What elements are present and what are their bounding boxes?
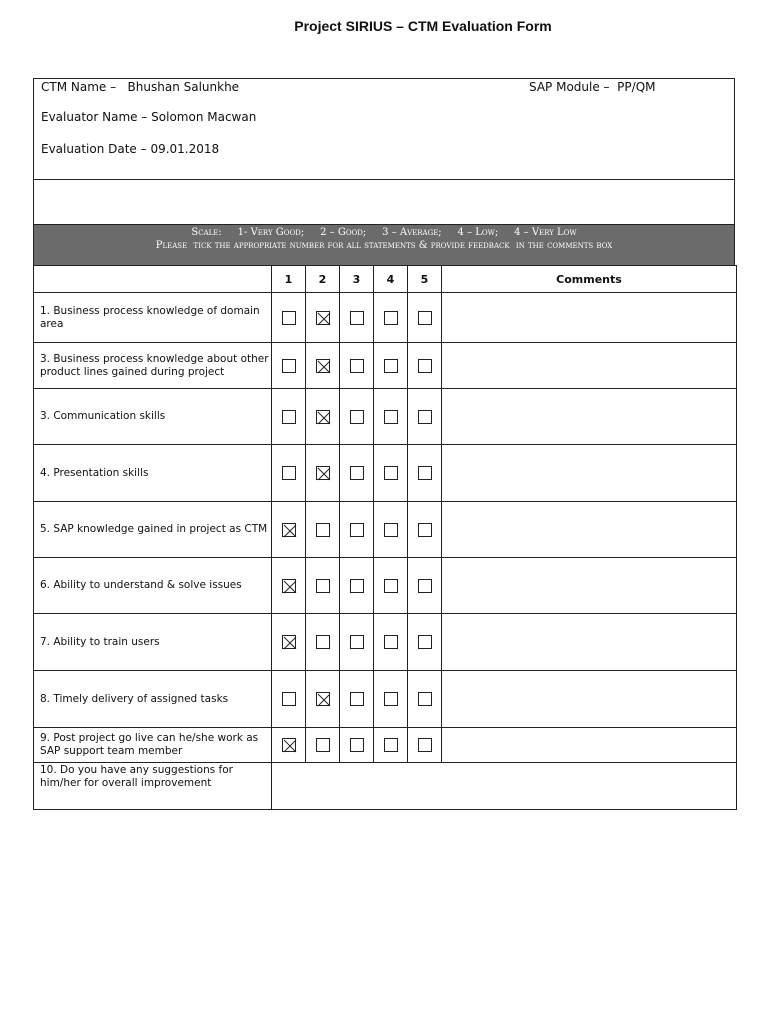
checkbox[interactable]	[350, 692, 364, 706]
rating-cell-5	[408, 293, 442, 343]
comment-field[interactable]	[442, 671, 737, 728]
statement-text: 8. Timely delivery of assigned tasks	[34, 671, 272, 728]
checkbox[interactable]	[316, 635, 330, 649]
checked-checkbox[interactable]	[282, 579, 296, 593]
table-row	[34, 614, 737, 671]
rating-cell-5	[408, 728, 442, 763]
checked-checkbox[interactable]	[316, 410, 330, 424]
scale-legend: Scale: 1- Very Good; 2 – Good; 3 – Average; 4 – Low; 4 – Very Low	[191, 227, 577, 238]
statement-text: 7. Ability to train users	[34, 614, 272, 671]
rating-cell-4	[374, 558, 408, 614]
sap-module: SAP Module – PP/QM	[529, 80, 656, 94]
checkbox[interactable]	[418, 523, 432, 537]
checkbox[interactable]	[384, 466, 398, 480]
suggestions-question: 10. Do you have any suggestions for him/her for overall improvement	[34, 763, 272, 810]
scale-instructions: Please tick the appropriate number for all statements & provide feedback in the comments box	[155, 240, 613, 251]
checkbox[interactable]	[350, 466, 364, 480]
checkbox[interactable]	[384, 311, 398, 325]
rating-cell-4	[374, 502, 408, 558]
checkbox[interactable]	[418, 579, 432, 593]
checked-checkbox[interactable]	[282, 635, 296, 649]
scale-bar	[33, 225, 735, 265]
checked-checkbox[interactable]	[282, 523, 296, 537]
rating-cell-4	[374, 614, 408, 671]
col-header-2: 2	[306, 266, 340, 293]
checkbox[interactable]	[418, 738, 432, 752]
checkbox[interactable]	[384, 359, 398, 373]
rating-cell-4	[374, 389, 408, 445]
rating-cell-1	[272, 502, 306, 558]
statement-text: 3. Communication skills	[34, 389, 272, 445]
suggestions-answer-field[interactable]	[272, 763, 737, 810]
evaluator-name: Evaluator Name – Solomon Macwan	[41, 110, 257, 124]
rating-cell-1	[272, 671, 306, 728]
rating-cell-1	[272, 445, 306, 502]
rating-cell-4	[374, 293, 408, 343]
rating-cell-3	[340, 389, 374, 445]
table-row	[34, 671, 737, 728]
statement-header	[34, 266, 272, 293]
checked-checkbox[interactable]	[316, 359, 330, 373]
checked-checkbox[interactable]	[316, 692, 330, 706]
checkbox[interactable]	[384, 738, 398, 752]
table-row	[34, 558, 737, 614]
rating-cell-3	[340, 558, 374, 614]
comment-field[interactable]	[442, 343, 737, 389]
rating-cell-2	[306, 614, 340, 671]
statement-text: 3. Business process knowledge about other product lines gained during project	[34, 343, 272, 389]
checkbox[interactable]	[418, 359, 432, 373]
checkbox[interactable]	[350, 410, 364, 424]
ctm-name: CTM Name – Bhushan Salunkhe	[41, 80, 240, 94]
table-row	[34, 445, 737, 502]
rating-cell-2	[306, 445, 340, 502]
table-row	[34, 389, 737, 445]
comment-field[interactable]	[442, 614, 737, 671]
checkbox[interactable]	[282, 359, 296, 373]
checkbox[interactable]	[316, 738, 330, 752]
checkbox[interactable]	[316, 523, 330, 537]
form-title: Project SIRIUS – CTM Evaluation Form	[294, 18, 552, 34]
checkbox[interactable]	[418, 635, 432, 649]
rating-cell-5	[408, 502, 442, 558]
comment-field[interactable]	[442, 728, 737, 763]
checkbox[interactable]	[350, 359, 364, 373]
rating-cell-1	[272, 558, 306, 614]
rating-cell-4	[374, 343, 408, 389]
rating-cell-3	[340, 671, 374, 728]
checkbox[interactable]	[282, 311, 296, 325]
checkbox[interactable]	[384, 523, 398, 537]
checked-checkbox[interactable]	[316, 311, 330, 325]
rating-cell-5	[408, 445, 442, 502]
rating-cell-2	[306, 671, 340, 728]
comment-field[interactable]	[442, 502, 737, 558]
rating-cell-5	[408, 389, 442, 445]
checkbox[interactable]	[350, 738, 364, 752]
rating-cell-2	[306, 728, 340, 763]
checkbox[interactable]	[384, 579, 398, 593]
checkbox[interactable]	[316, 579, 330, 593]
rating-cell-5	[408, 558, 442, 614]
comment-field[interactable]	[442, 445, 737, 502]
checkbox[interactable]	[418, 466, 432, 480]
checkbox[interactable]	[384, 410, 398, 424]
checkbox[interactable]	[350, 635, 364, 649]
rating-cell-5	[408, 671, 442, 728]
checkbox[interactable]	[350, 579, 364, 593]
comments-header: Comments	[442, 266, 737, 293]
rating-cell-2	[306, 389, 340, 445]
checkbox[interactable]	[282, 466, 296, 480]
checkbox[interactable]	[418, 692, 432, 706]
rating-cell-1	[272, 293, 306, 343]
checked-checkbox[interactable]	[282, 738, 296, 752]
checkbox[interactable]	[350, 311, 364, 325]
statement-text: 1. Business process knowledge of domain area	[34, 293, 272, 343]
checkbox[interactable]	[282, 692, 296, 706]
table-row	[34, 728, 737, 763]
header-info-box	[33, 78, 735, 180]
statement-text: 4. Presentation skills	[34, 445, 272, 502]
checkbox[interactable]	[282, 410, 296, 424]
rating-cell-4	[374, 445, 408, 502]
suggestions-row	[34, 763, 737, 810]
comment-field[interactable]	[442, 293, 737, 343]
table-row	[34, 343, 737, 389]
table-row	[34, 293, 737, 343]
rating-cell-3	[340, 614, 374, 671]
evaluation-table	[33, 265, 737, 810]
table-header-row	[34, 266, 737, 293]
rating-cell-3	[340, 343, 374, 389]
rating-cell-5	[408, 343, 442, 389]
col-header-5: 5	[408, 266, 442, 293]
col-header-3: 3	[340, 266, 374, 293]
checkbox[interactable]	[418, 410, 432, 424]
statement-text: 6. Ability to understand & solve issues	[34, 558, 272, 614]
checkbox[interactable]	[384, 692, 398, 706]
rating-cell-2	[306, 293, 340, 343]
col-header-1: 1	[272, 266, 306, 293]
rating-cell-3	[340, 293, 374, 343]
checkbox[interactable]	[418, 311, 432, 325]
rating-cell-3	[340, 445, 374, 502]
comment-field[interactable]	[442, 558, 737, 614]
rating-cell-3	[340, 502, 374, 558]
rating-cell-4	[374, 728, 408, 763]
rating-cell-1	[272, 614, 306, 671]
rating-cell-5	[408, 614, 442, 671]
col-header-4: 4	[374, 266, 408, 293]
checkbox[interactable]	[350, 523, 364, 537]
rating-cell-2	[306, 558, 340, 614]
rating-cell-2	[306, 343, 340, 389]
checked-checkbox[interactable]	[316, 466, 330, 480]
evaluation-date: Evaluation Date – 09.01.2018	[41, 142, 220, 156]
rating-cell-1	[272, 343, 306, 389]
rating-cell-4	[374, 671, 408, 728]
statement-text: 9. Post project go live can he/she work as SAP support team member	[34, 728, 272, 763]
rating-cell-1	[272, 728, 306, 763]
blank-section	[33, 180, 735, 225]
rating-cell-1	[272, 389, 306, 445]
statement-text: 5. SAP knowledge gained in project as CTM	[34, 502, 272, 558]
rating-cell-2	[306, 502, 340, 558]
rating-cell-3	[340, 728, 374, 763]
comment-field[interactable]	[442, 389, 737, 445]
checkbox[interactable]	[384, 635, 398, 649]
table-row	[34, 502, 737, 558]
